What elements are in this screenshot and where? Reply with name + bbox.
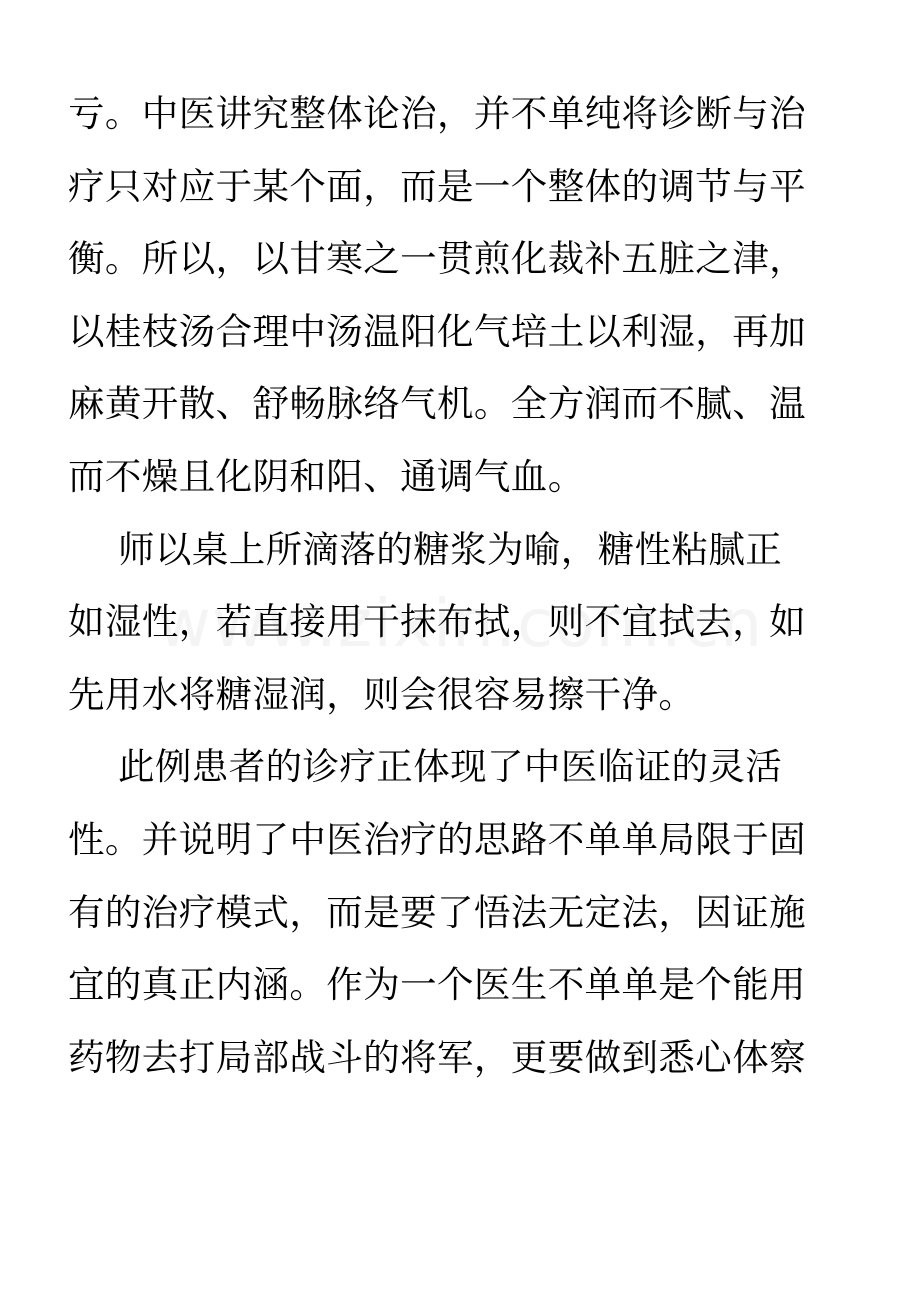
paragraph-1-line-1: 亏。中医讲究整体论治，并不单纯将诊断与治 [68,92,806,135]
paragraph-3-line-1: 此例患者的诊疗正体现了中医临证的灵活 [118,745,783,789]
paragraph-3-line-3: 有的治疗模式，而是要了悟法无定法，因证施 [68,890,806,934]
paragraph-1-line-3: 衡。所以，以甘寒之一贯煎化裁补五脏之津， [68,237,806,281]
paragraph-3-line-5: 药物去打局部战斗的将军，更要做到悉心体察 [68,1035,806,1079]
paragraph-2-line-1: 师以桌上所滴落的糖浆为喻，糖性粘腻正 [118,527,783,571]
paragraph-1-line-6: 而不燥且化阴和阳、通调气血。 [68,454,585,498]
body-text [68,78,858,1094]
paragraph-2-line-2: 如湿性，若直接用干抹布拭，则不宜拭去，如 [68,600,806,644]
paragraph-3-line-4: 宜的真正内涵。作为一个医生不单单是个能用 [68,963,806,1007]
paragraph-1-line-5: 麻黄开散、舒畅脉络气机。全方润而不腻、温 [68,382,806,426]
paragraph-1-line-2: 疗只对应于某个面，而是一个整体的调节与平 [68,164,806,208]
paragraph-2-line-3: 先用水将糖湿润，则会很容易擦干净。 [68,672,696,716]
paragraph-3-line-2: 性。并说明了中医治疗的思路不单单局限于固 [68,817,806,861]
paragraph-1-line-4: 以桂枝汤合理中汤温阳化气培土以利湿，再加 [68,309,806,353]
